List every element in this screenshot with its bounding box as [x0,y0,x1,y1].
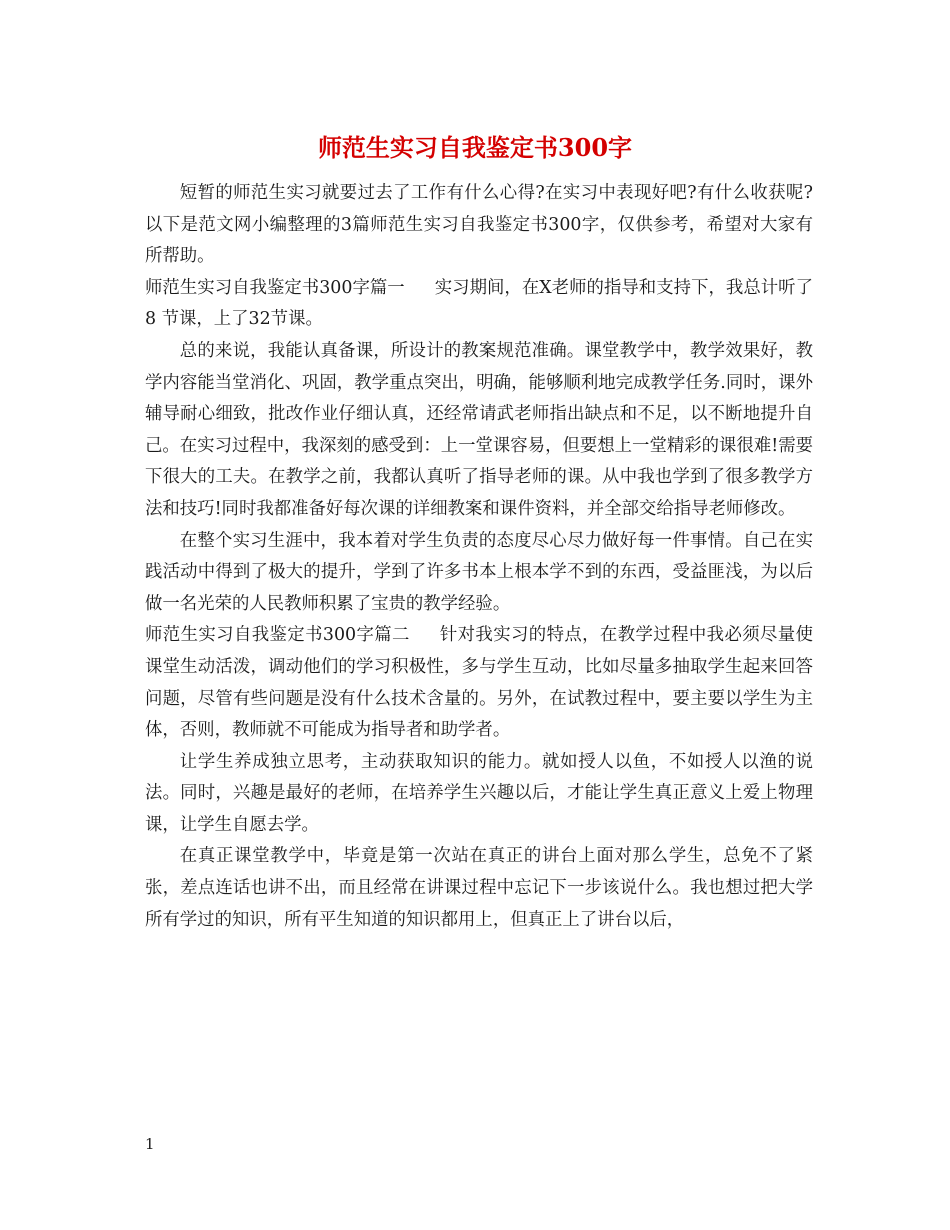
paragraph-3: 总的来说，我能认真备课，所设计的教案规范准确。课堂教学中，教学效果好，教学内容能当堂消化、巩固，教学重点突出，明确，能够顺利地完成教学任务.同时，课外辅导耐心细致，批改作业仔细认真，还经常请武老师指出缺点和不足，以不断地提升自己。在实习过程中，我深刻的感受到：上一堂课容易，但要想上一堂精彩的课很难!需要下很大的工夫。在教学之前，我都认真听了指导老师的课。从中我也学到了很多教学方法和技巧!同时我都准备好每次课的详细教案和课件资料，并全部交给指导老师修改。 [145,340,813,519]
document-body [145,178,813,936]
paragraph-intro: 短暂的师范生实习就要过去了工作有什么心得?在实习中表现好吧?有什么收获呢?以下是范文网小编整理的3篇师范生实习自我鉴定书300字，仅供参考，希望对大家有所帮助。 [145,183,813,267]
document-title: 师范生实习自我鉴定书300字 [317,133,633,162]
paragraph-6: 让学生养成独立思考，主动获取知识的能力。就如授人以鱼，不如授人以渔的说法。同时，兴趣是最好的老师，在培养学生兴趣以后，才能让学生真正意义上爱上物理课，让学生自愿去学。 [145,751,813,835]
section-paragraph-2 [145,620,813,746]
section-heading-2: 师范生实习自我鉴定书300字篇二 [145,625,410,646]
paragraph-7: 在真正课堂教学中，毕竟是第一次站在真正的讲台上面对那么学生，总免不了紧张，差点连话也讲不出，而且经常在讲课过程中忘记下一步该说什么。我也想过把大学所有学过的知识，所有平生知道的知识都用上，但真正上了讲台以后， [145,846,813,930]
section-heading-1: 师范生实习自我鉴定书300字篇一 [145,277,405,298]
paragraph-4: 在整个实习生涯中，我本着对学生负责的态度尽心尽力做好每一件事情。自己在实践活动中得到了极大的提升，学到了许多书本上根本学不到的东西，受益匪浅，为以后做一名光荣的人民教师积累了宝贵的教学经验。 [145,530,813,614]
section-paragraph-1 [145,273,813,336]
page-number: 1 [145,1135,155,1153]
section-text-1: 实习期间，在X老师的指导和支持下，我总计听了8 节课，上了32节课。 [145,277,813,330]
section-text-2: 针对我实习的特点，在教学过程中我必须尽量使课堂生动活泼，调动他们的学习积极性，多与学生互动，比如尽量多抽取学生起来回答问题，尽管有些问题是没有什么技术含量的。另外，在试教过程中，要主要以学生为主体，否则，教师就不可能成为指导者和助学者。 [145,625,813,741]
